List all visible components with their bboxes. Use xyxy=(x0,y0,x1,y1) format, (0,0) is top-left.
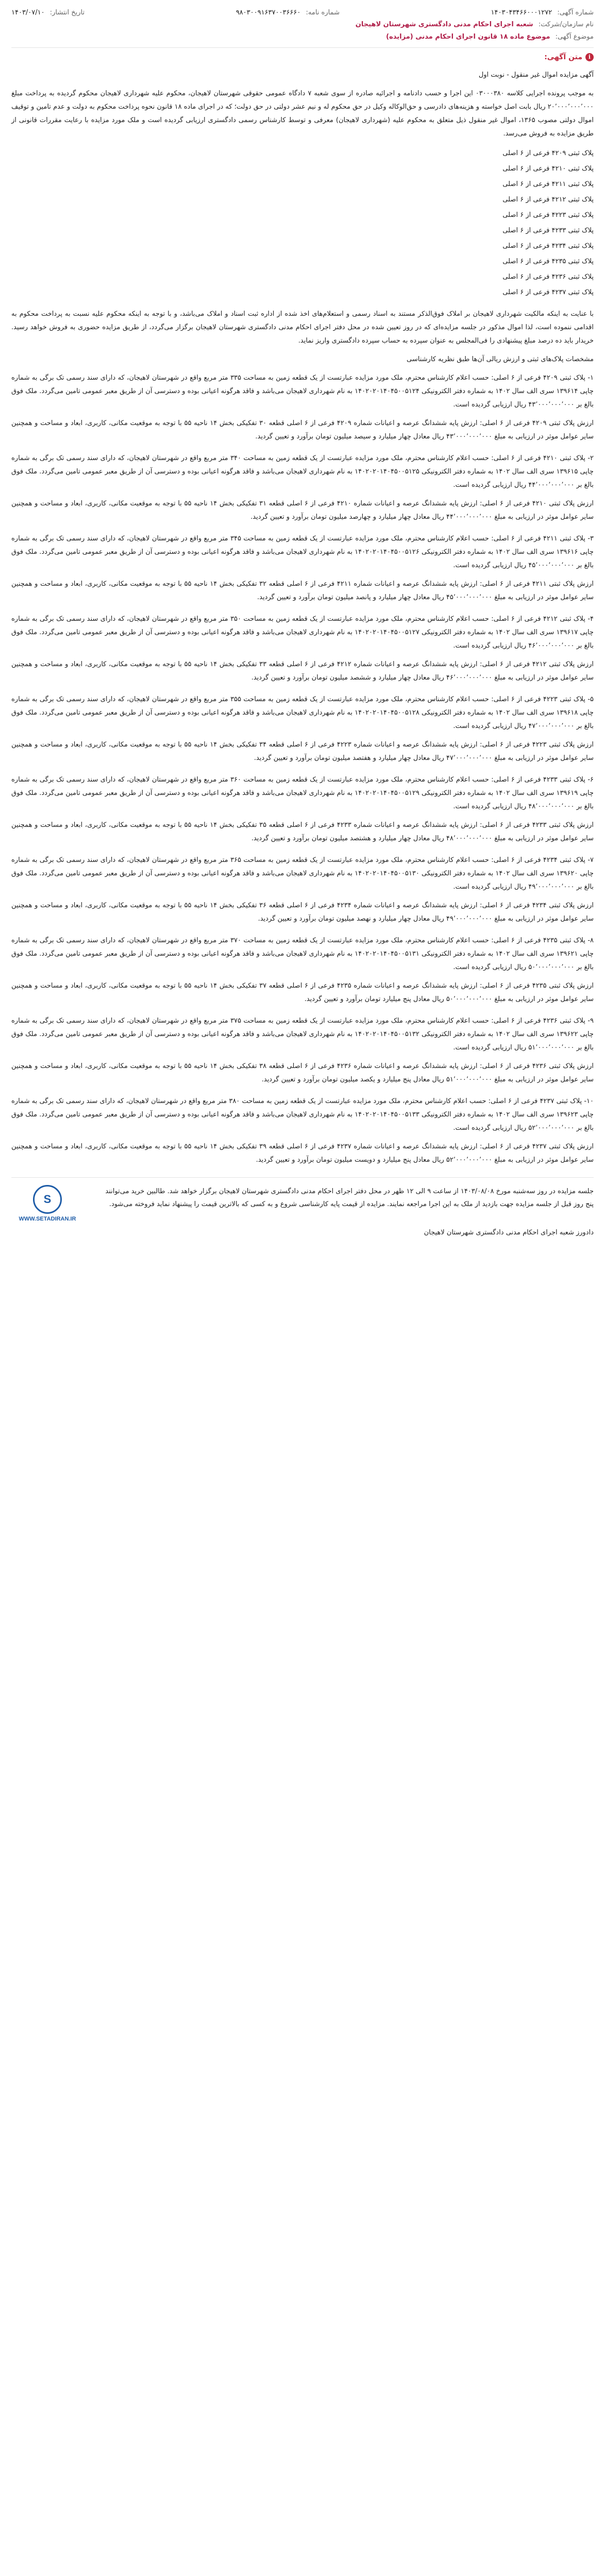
list-item: پلاک ثبتی ۴۲۳۳ فرعی از ۶ اصلی xyxy=(502,227,594,234)
header-divider xyxy=(11,47,594,48)
plot-value: ارزش پلاک ثبتی ۴۲۳۵ فرعی از ۶ اصلی: ارزش پایه ششدانگ عرصه و اعیانات شماره ۴۲۳۵ فرعی از ۶ اصلی قطعه ۳۷ تفکیکی بخش ۱۴ ناحیه ۵۵ با توجه به موقعیت مکانی، کاربری، ابعاد و مساحت و همچنین سایر عوامل موثر در ارزیابی به مبلغ ۵۰٬۰۰۰٬۰۰۰٬۰۰۰ ریال معادل پنج میلیارد تومان برآورد و تعیین گردید. xyxy=(11,982,594,1003)
plot-block xyxy=(11,773,594,845)
plot-block xyxy=(11,452,594,524)
list-item: پلاک ثبتی ۴۲۲۳ فرعی از ۶ اصلی xyxy=(502,211,594,219)
date-field xyxy=(11,7,85,19)
plot-spec: ۱- پلاک ثبتی ۴۲۰۹ فرعی از ۶ اصلی: حسب اعلام کارشناس محترم، ملک مورد مزایده عبارتست از یک قطعه زمین به مساحت ۳۳۵ متر مربع واقع در شهرستان لاهیجان، که دارای سند رسمی تک برگی به شماره چاپی ۱۳۹۶۱۴ سری الف سال ۱۴۰۲ به شماره دفتر الکترونیکی ۱۴۰۲۰۲۰۱۴۰۴۵۰۰۵۱۲۴ به نام شهرداری لاهیجان می‌باشد و فاقد هرگونه اعیانی بوده و دسترسی آن از طریق معبر عمومی تامین می‌گردد. ملک فوق بالغ بر ۴۳٬۰۰۰٬۰۰۰٬۰۰۰ ریال ارزیابی گردیده است. xyxy=(11,374,594,409)
notice-title xyxy=(11,53,594,61)
list-item: پلاک ثبتی ۴۲۱۱ فرعی از ۶ اصلی xyxy=(502,180,594,188)
subject-label: موضوع آگهی: xyxy=(555,33,594,41)
plot-value: ارزش پلاک ثبتی ۴۲۱۲ فرعی از ۶ اصلی: ارزش پایه ششدانگ عرصه و اعیانات شماره ۴۲۱۲ فرعی از ۶ اصلی قطعه ۳۳ تفکیکی بخش ۱۴ ناحیه ۵۵ با توجه به موقعیت مکانی، کاربری، ابعاد و مساحت و همچنین سایر عوامل موثر در ارزیابی به مبلغ ۴۶٬۰۰۰٬۰۰۰٬۰۰۰ ریال معادل چهار میلیارد و ششصد میلیون تومان برآورد و تعیین گردید. xyxy=(11,660,594,682)
notice-number-label: شماره نامه: xyxy=(306,9,340,16)
list-item: پلاک ثبتی ۴۲۱۰ فرعی از ۶ اصلی xyxy=(502,165,594,173)
list-item: پلاک ثبتی ۴۲۱۲ فرعی از ۶ اصلی xyxy=(502,196,594,204)
plot-value: ارزش پلاک ثبتی ۴۲۲۳ فرعی از ۶ اصلی: ارزش پایه ششدانگ عرصه و اعیانات شماره ۴۲۲۳ فرعی از ۶ اصلی قطعه ۳۴ تفکیکی بخش ۱۴ ناحیه ۵۵ با توجه به موقعیت مکانی، کاربری، ابعاد و مساحت و همچنین سایر عوامل موثر در ارزیابی به مبلغ ۴۷٬۰۰۰٬۰۰۰٬۰۰۰ ریال معادل چهار میلیارد و هفتصد میلیون تومان برآورد و تعیین گردید. xyxy=(11,741,594,762)
plot-block xyxy=(11,693,594,765)
info-icon: i xyxy=(585,53,594,61)
plot-spec: ۱۰- پلاک ثبتی ۴۲۳۷ فرعی از ۶ اصلی: حسب اعلام کارشناس محترم، ملک مورد مزایده عبارتست از یک قطعه زمین به مساحت ۳۸۰ متر مربع واقع در شهرستان لاهیجان، که دارای سند رسمی تک برگی به شماره چاپی ۱۳۹۶۲۳ سری الف سال ۱۴۰۲ به شماره دفتر الکترونیکی ۱۴۰۲۰۲۰۱۴۰۴۵۰۰۵۱۳۳ به نام شهرداری لاهیجان می‌باشد و فاقد هرگونه اعیانی بوده و دسترسی آن از طریق معبر عمومی تامین می‌گردد. ملک فوق بالغ بر ۵۲٬۰۰۰٬۰۰۰٬۰۰۰ ریال ارزیابی گردیده است. xyxy=(11,1097,594,1132)
unit-list xyxy=(11,146,594,300)
footer-signature: دادورز شعبه اجرای احکام مدنی دادگستری شهرستان لاهیجان xyxy=(424,1229,594,1236)
plot-value: ارزش پلاک ثبتی ۴۲۳۳ فرعی از ۶ اصلی: ارزش پایه ششدانگ عرصه و اعیانات شماره ۴۲۳۳ فرعی از ۶ اصلی قطعه ۳۵ تفکیکی بخش ۱۴ ناحیه ۵۵ با توجه به موقعیت مکانی، کاربری، ابعاد و مساحت و همچنین سایر عوامل موثر در ارزیابی به مبلغ ۴۸٬۰۰۰٬۰۰۰٬۰۰۰ ریال معادل چهار میلیارد و هشتصد میلیون تومان برآورد و تعیین گردید. xyxy=(11,821,594,842)
plot-spec: ۴- پلاک ثبتی ۴۲۱۲ فرعی از ۶ اصلی: حسب اعلام کارشناس محترم، ملک مورد مزایده عبارتست از یک قطعه زمین به مساحت ۳۵۰ متر مربع واقع در شهرستان لاهیجان، که دارای سند رسمی تک برگی به شماره چاپی ۱۳۹۶۱۷ سری الف سال ۱۴۰۲ به شماره دفتر الکترونیکی ۱۴۰۲۰۲۰۱۴۰۴۵۰۰۵۱۲۷ به نام شهرداری لاهیجان می‌باشد و فاقد هرگونه اعیانی بوده و دسترسی آن از طریق معبر عمومی تامین می‌گردد. ملک فوق بالغ بر ۴۶٬۰۰۰٬۰۰۰٬۰۰۰ ریال ارزیابی گردیده است. xyxy=(11,615,594,650)
plot-block xyxy=(11,532,594,604)
notice-number-value: ۹۸۰۳۰۰۹۱۶۳۷۰۰۳۶۶۶۰ xyxy=(236,9,301,16)
tracking-field xyxy=(491,7,594,19)
plot-spec: ۳- پلاک ثبتی ۴۲۱۱ فرعی از ۶ اصلی: حسب اعلام کارشناس محترم، ملک مورد مزایده عبارتست از یک قطعه زمین به مساحت ۳۴۵ متر مربع واقع در شهرستان لاهیجان، که دارای سند رسمی تک برگی به شماره چاپی ۱۳۹۶۱۶ سری الف سال ۱۴۰۲ به شماره دفتر الکترونیکی ۱۴۰۲۰۲۰۱۴۰۴۵۰۰۵۱۲۶ به نام شهرداری لاهیجان می‌باشد و فاقد هرگونه اعیانی بوده و دسترسی آن از طریق معبر عمومی تامین می‌گردد. ملک فوق بالغ بر ۴۵٬۰۰۰٬۰۰۰٬۰۰۰ ریال ارزیابی گردیده است. xyxy=(11,535,594,569)
plot-value: ارزش پلاک ثبتی ۴۲۰۹ فرعی از ۶ اصلی: ارزش پایه ششدانگ عرصه و اعیانات شماره ۴۲۰۹ فرعی از ۶ اصلی قطعه ۳۰ تفکیکی بخش ۱۴ ناحیه ۵۵ با توجه به موقعیت مکانی، کاربری، ابعاد و مساحت و همچنین سایر عوامل موثر در ارزیابی به مبلغ ۴۳٬۰۰۰٬۰۰۰٬۰۰۰ ریال معادل چهار میلیارد و سیصد میلیون تومان برآورد و تعیین گردید. xyxy=(11,419,594,440)
date-label: تاریخ انتشار: xyxy=(49,9,85,16)
tracking-label: شماره آگهی: xyxy=(557,9,594,16)
list-item: پلاک ثبتی ۴۲۳۵ فرعی از ۶ اصلی xyxy=(502,258,594,265)
plot-block xyxy=(11,854,594,926)
header-top-row xyxy=(11,7,594,19)
plot-spec: ۲- پلاک ثبتی ۴۲۱۰ فرعی از ۶ اصلی: حسب اعلام کارشناس محترم، ملک مورد مزایده عبارتست از یک قطعه زمین به مساحت ۳۴۰ متر مربع واقع در شهرستان لاهیجان، که دارای سند رسمی تک برگی به شماره چاپی ۱۳۹۶۱۵ سری الف سال ۱۴۰۲ به شماره دفتر الکترونیکی ۱۴۰۲۰۲۰۱۴۰۴۵۰۰۵۱۲۵ به نام شهرداری لاهیجان می‌باشد و فاقد هرگونه اعیانی بوده و دسترسی آن از طریق معبر عمومی تامین می‌گردد. ملک فوق بالغ بر ۴۴٬۰۰۰٬۰۰۰٬۰۰۰ ریال ارزیابی گردیده است. xyxy=(11,454,594,489)
plot-block xyxy=(11,934,594,1006)
plot-block xyxy=(11,371,594,444)
publisher-label: نام سازمان/شرکت: xyxy=(538,21,594,28)
date-value: ۱۴۰۳/۰۷/۱۰ xyxy=(11,9,45,16)
footer xyxy=(11,1177,594,1239)
publisher-value: شعبه اجرای احکام مدنی دادگستری شهرستان لاهیجان xyxy=(355,21,533,28)
setad-logo-icon: S xyxy=(33,1185,62,1214)
spec-title: مشخصات پلاک‌های ثبتی و ارزش ریالی آن‌ها طبق نظریه کارشناسی xyxy=(407,355,594,363)
footer-text: جلسه مزایده در روز سه‌شنبه مورخ ۱۴۰۳/۰۸/۰۸ از ساعت ۹ الی ۱۲ ظهر در محل دفتر اجرای احکام مدنی دادگستری شهرستان لاهیجان برگزار خواهد شد. طالبین خرید می‌توانند پنج روز قبل از جلسه مزایده جهت بازدید از ملک به این اجرا مراجعه نمایند. مزایده از قیمت پایه کارشناسی شروع و به کسی که بالاترین قیمت را پیشنهاد نماید فروخته می‌شود. xyxy=(105,1188,594,1208)
plot-block xyxy=(11,1014,594,1087)
notice-title-text: متن آگهی: xyxy=(544,53,582,61)
plot-value: ارزش پلاک ثبتی ۴۲۳۶ فرعی از ۶ اصلی: ارزش پایه ششدانگ عرصه و اعیانات شماره ۴۲۳۶ فرعی از ۶ اصلی قطعه ۳۸ تفکیکی بخش ۱۴ ناحیه ۵۵ با توجه به موقعیت مکانی، کاربری، ابعاد و مساحت و همچنین سایر عوامل موثر در ارزیابی به مبلغ ۵۱٬۰۰۰٬۰۰۰٬۰۰۰ ریال معادل پنج میلیارد و یکصد میلیون تومان برآورد و تعیین گردید. xyxy=(11,1062,594,1083)
intro-title: آگهی مزایده اموال غیر منقول - نوبت اول xyxy=(478,71,594,79)
list-item: پلاک ثبتی ۴۲۳۴ فرعی از ۶ اصلی xyxy=(502,242,594,250)
brand-url: WWW.SETADIRAN.IR xyxy=(19,1216,76,1222)
plot-value: ارزش پلاک ثبتی ۴۲۳۷ فرعی از ۶ اصلی: ارزش پایه ششدانگ عرصه و اعیانات شماره ۴۲۳۷ فرعی از ۶ اصلی قطعه ۳۹ تفکیکی بخش ۱۴ ناحیه ۵۵ با توجه به موقعیت مکانی، کاربری، ابعاد و مساحت و همچنین سایر عوامل موثر در ارزیابی به مبلغ ۵۲٬۰۰۰٬۰۰۰٬۰۰۰ ریال معادل پنج میلیارد و دویست میلیون تومان برآورد و تعیین گردید. xyxy=(11,1143,594,1164)
notice-number-field xyxy=(236,7,340,19)
plot-spec: ۵- پلاک ثبتی ۴۲۲۳ فرعی از ۶ اصلی: حسب اعلام کارشناس محترم، ملک مورد مزایده عبارتست از یک قطعه زمین به مساحت ۳۵۵ متر مربع واقع در شهرستان لاهیجان، که دارای سند رسمی تک برگی به شماره چاپی ۱۳۹۶۱۸ سری الف سال ۱۴۰۲ به شماره دفتر الکترونیکی ۱۴۰۲۰۲۰۱۴۰۴۵۰۰۵۱۲۸ به نام شهرداری لاهیجان می‌باشد و فاقد هرگونه اعیانی بوده و دسترسی آن از طریق معبر عمومی تامین می‌گردد. ملک فوق بالغ بر ۴۷٬۰۰۰٬۰۰۰٬۰۰۰ ریال ارزیابی گردیده است. xyxy=(11,696,594,730)
tracking-value: ۱۴۰۳۰۴۳۴۶۶۰۰۰۱۲۷۲ xyxy=(491,9,552,16)
plot-block xyxy=(11,613,594,685)
list-item: پلاک ثبتی ۴۲۳۷ فرعی از ۶ اصلی xyxy=(502,289,594,296)
publisher-row xyxy=(11,19,594,31)
list-item: پلاک ثبتی ۴۲۰۹ فرعی از ۶ اصلی xyxy=(502,149,594,157)
plot-value: ارزش پلاک ثبتی ۴۲۳۴ فرعی از ۶ اصلی: ارزش پایه ششدانگ عرصه و اعیانات شماره ۴۲۳۴ فرعی از ۶ اصلی قطعه ۳۶ تفکیکی بخش ۱۴ ناحیه ۵۵ با توجه به موقعیت مکانی، کاربری، ابعاد و مساحت و همچنین سایر عوامل موثر در ارزیابی به مبلغ ۴۹٬۰۰۰٬۰۰۰٬۰۰۰ ریال معادل چهار میلیارد و نهصد میلیون تومان برآورد و تعیین گردید. xyxy=(11,902,594,923)
list-item: پلاک ثبتی ۴۲۳۶ فرعی از ۶ اصلی xyxy=(502,273,594,281)
notice-body xyxy=(11,69,594,1167)
plot-block xyxy=(11,1095,594,1167)
footer-row xyxy=(11,1185,594,1222)
plot-value: ارزش پلاک ثبتی ۴۲۱۱ فرعی از ۶ اصلی: ارزش پایه ششدانگ عرصه و اعیانات شماره ۴۲۱۱ فرعی از ۶ اصلی قطعه ۳۲ تفکیکی بخش ۱۴ ناحیه ۵۵ با توجه به موقعیت مکانی، کاربری، ابعاد و مساحت و همچنین سایر عوامل موثر در ارزیابی به مبلغ ۴۵٬۰۰۰٬۰۰۰٬۰۰۰ ریال معادل چهار میلیارد و پانصد میلیون تومان برآورد و تعیین گردید. xyxy=(11,580,594,601)
plot-value: ارزش پلاک ثبتی ۴۲۱۰ فرعی از ۶ اصلی: ارزش پایه ششدانگ عرصه و اعیانات شماره ۴۲۱۰ فرعی از ۶ اصلی قطعه ۳۱ تفکیکی بخش ۱۴ ناحیه ۵۵ با توجه به موقعیت مکانی، کاربری، ابعاد و مساحت و همچنین سایر عوامل موثر در ارزیابی به مبلغ ۴۴٬۰۰۰٬۰۰۰٬۰۰۰ ریال معادل چهار میلیارد و چهارصد میلیون تومان برآورد و تعیین گردید. xyxy=(11,500,594,521)
plot-spec: ۹- پلاک ثبتی ۴۲۳۶ فرعی از ۶ اصلی: حسب اعلام کارشناس محترم، ملک مورد مزایده عبارتست از یک قطعه زمین به مساحت ۳۷۵ متر مربع واقع در شهرستان لاهیجان، که دارای سند رسمی تک برگی به شماره چاپی ۱۳۹۶۲۲ سری الف سال ۱۴۰۲ به شماره دفتر الکترونیکی ۱۴۰۲۰۲۰۱۴۰۴۵۰۰۵۱۳۲ به نام شهرداری لاهیجان می‌باشد و فاقد هرگونه اعیانی بوده و دسترسی آن از طریق معبر عمومی تامین می‌گردد. ملک فوق بالغ بر ۵۱٬۰۰۰٬۰۰۰٬۰۰۰ ریال ارزیابی گردیده است. xyxy=(11,1017,594,1052)
conditions-paragraph: با عنایت به اینکه مالکیت شهرداری لاهیجان بر املاک فوق‌الذکر مستند به اسناد رسمی و استعلام‌های اخذ شده از اداره ثبت اسناد و املاک می‌باشد، و با توجه به اینکه محکوم علیه نسبت به پرداخت محکوم به اقدامی ننموده است، لذا اموال مذکور در جلسه مزایده‌ای که در روز تعیین شده در محل دفتر اجرای احکام مدنی دادگستری شهرستان لاهیجان برگزار می‌گردد، از طریق مزایده حضوری به فروش خواهد رسید. خریدار باید ده درصد مبلغ پیشنهادی را فی‌المجلس به عنوان سپرده به حساب سپرده دادگستری واریز نماید. xyxy=(11,310,594,345)
brand xyxy=(11,1185,83,1222)
subject-value: موضوع ماده ۱۸ قانون اجرای احکام مدنی (مزایده) xyxy=(386,33,550,41)
plot-spec: ۶- پلاک ثبتی ۴۲۳۳ فرعی از ۶ اصلی: حسب اعلام کارشناس محترم، ملک مورد مزایده عبارتست از یک قطعه زمین به مساحت ۳۶۰ متر مربع واقع در شهرستان لاهیجان، که دارای سند رسمی تک برگی به شماره چاپی ۱۳۹۶۱۹ سری الف سال ۱۴۰۲ به شماره دفتر الکترونیکی ۱۴۰۲۰۲۰۱۴۰۴۵۰۰۵۱۲۹ به نام شهرداری لاهیجان می‌باشد و فاقد هرگونه اعیانی بوده و دسترسی آن از طریق معبر عمومی تامین می‌گردد. ملک فوق بالغ بر ۴۸٬۰۰۰٬۰۰۰٬۰۰۰ ریال ارزیابی گردیده است. xyxy=(11,776,594,810)
plot-spec: ۷- پلاک ثبتی ۴۲۳۴ فرعی از ۶ اصلی: حسب اعلام کارشناس محترم، ملک مورد مزایده عبارتست از یک قطعه زمین به مساحت ۳۶۵ متر مربع واقع در شهرستان لاهیجان، که دارای سند رسمی تک برگی به شماره چاپی ۱۳۹۶۲۰ سری الف سال ۱۴۰۲ به شماره دفتر الکترونیکی ۱۴۰۲۰۲۰۱۴۰۴۵۰۰۵۱۳۰ به نام شهرداری لاهیجان می‌باشد و فاقد هرگونه اعیانی بوده و دسترسی آن از طریق معبر عمومی تامین می‌گردد. ملک فوق بالغ بر ۴۹٬۰۰۰٬۰۰۰٬۰۰۰ ریال ارزیابی گردیده است. xyxy=(11,856,594,891)
intro-paragraph: به موجب پرونده اجرایی کلاسه ۰۳۰۰۰۳۸۰ این اجرا و حسب دادنامه و اجرائیه صادره از سوی شعبه ۷ دادگاه عمومی حقوقی شهرستان لاهیجان، محکوم علیه شهرداری لاهیجان محکوم گردیده به پرداخت مبلغ ۲۰٬۰۰۰٬۰۰۰٬۰۰۰ ریال بابت اصل خواسته و هزینه‌های دادرسی و حق‌الوکاله وکیل در حق محکوم له و نیم عشر دولتی در حق دولت؛ که در اجرای ماده ۱۸ قانون نحوه پرداخت محکوم به دولت و عدم تامین و توقیف اموال دولتی مصوب ۱۳۶۵، اموال غیر منقول ذیل متعلق به محکوم علیه (شهرداری لاهیجان) معرفی و توسط کارشناس رسمی دادگستری ارزیابی گردیده است و ملک مورد مزایده با رعایت مقررات قانونی از طریق مزایده به فروش می‌رسد. xyxy=(11,90,594,138)
subject-row xyxy=(11,31,594,43)
plot-spec: ۸- پلاک ثبتی ۴۲۳۵ فرعی از ۶ اصلی: حسب اعلام کارشناس محترم، ملک مورد مزایده عبارتست از یک قطعه زمین به مساحت ۳۷۰ متر مربع واقع در شهرستان لاهیجان، که دارای سند رسمی تک برگی به شماره چاپی ۱۳۹۶۲۱ سری الف سال ۱۴۰۲ به شماره دفتر الکترونیکی ۱۴۰۲۰۲۰۱۴۰۴۵۰۰۵۱۳۱ به نام شهرداری لاهیجان می‌باشد و فاقد هرگونه اعیانی بوده و دسترسی آن از طریق معبر عمومی تامین می‌گردد. ملک فوق بالغ بر ۵۰٬۰۰۰٬۰۰۰٬۰۰۰ ریال ارزیابی گردیده است. xyxy=(11,937,594,971)
